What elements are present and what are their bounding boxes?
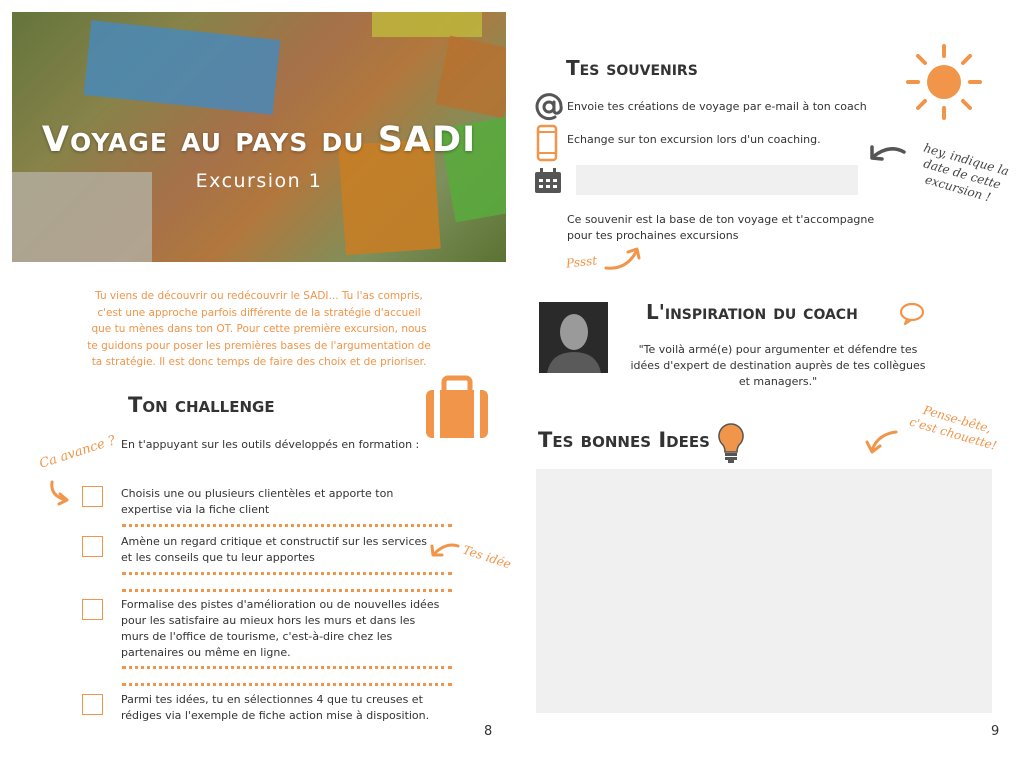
arrow-icon [46,478,76,508]
task-1: Choisis une ou plusieurs clientèles et apporte ton expertise via la fiche client [121,487,394,516]
hero-banner [12,12,506,262]
at-icon [534,92,564,122]
hero-title: Voyage au pays du SADI [41,120,477,160]
page-number-left: 8 [484,724,493,739]
answer-line[interactable] [122,589,452,592]
challenge-lead: En t'appuyant sur les outils développés en formation : [121,438,420,451]
ca-avance-note: Ca avance ? [37,433,118,472]
idees-heading: Tes bonnes Idees [538,428,710,452]
briefcase-icon [422,374,492,442]
email-instruction: Envoie tes créations de voyage par e-mail à ton coach [567,100,867,113]
sun-icon [904,42,984,122]
answer-line[interactable] [122,666,452,669]
task-4: Parmi tes idées, tu en sélectionnes 4 que tu creuses et rédiges via l'exemple de fiche action mise à disposition. [121,693,430,722]
calendar-icon [534,168,562,194]
arrow-icon [864,428,900,458]
speech-bubble-icon [899,302,925,326]
answer-line[interactable] [122,524,452,527]
lightbulb-icon [716,422,746,464]
souvenirs-heading: Tes souvenirs [566,56,698,80]
task-checkbox-1[interactable] [82,486,103,507]
challenge-heading: Ton challenge [128,393,275,417]
ideas-textarea[interactable] [536,469,992,713]
coach-heading: L'inspiration du coach [646,300,858,324]
arrow-icon [428,540,462,564]
tes-idee-note: Tes idée [461,542,513,572]
arrow-icon [602,244,644,274]
phone-icon [536,124,558,162]
phone-instruction: Echange sur ton excursion lors d'un coaching. [567,133,821,146]
arrow-icon [866,142,908,168]
answer-line[interactable] [122,683,452,686]
intro-text: Tu viens de découvrir ou redécouvrir le SADI... Tu l'as compris, c'est une approche parfois différente de la stratégie d'accueil que tu mènes dans ton OT. Pour cette première excursion, nous te guidons pour poser les premières bases de l'argumentation de ta stratégie. Il est donc temps de faire des choix et de prioriser. [87,290,431,368]
task-2: Amène un regard critique et constructif sur les services et les conseils que tu leur apportes [121,535,428,564]
task-3: Formalise des pistes d'amélioration ou de nouvelles idées pour les satisfaire au mieux hors les murs et dans les murs de l'office de tourisme, c'est-à-dire chez les partenaires ou même en ligne. [121,598,440,659]
pense-bete-note: Pense-bête, c'est chouette! [907,402,999,453]
task-checkbox-3[interactable] [82,599,103,620]
answer-line[interactable] [122,572,452,575]
page-number-right: 9 [991,724,1000,739]
date-hint-note: hey, indique la date de cette excursion ! [921,140,1011,205]
task-checkbox-4[interactable] [82,694,103,715]
coach-avatar [539,302,608,373]
souvenir-description: Ce souvenir est la base de ton voyage et t'accompagne pour tes prochaines excursions [567,213,875,242]
coach-quote: "Te voilà armé(e) pour argumenter et défendre tes idées d'expert de destination auprès de tes collègues et managers." [630,343,926,388]
task-checkbox-2[interactable] [82,536,103,557]
hero-subtitle: Excursion 1 [195,170,323,192]
pssst-note: Pssst [565,253,598,271]
date-input[interactable] [576,165,858,195]
